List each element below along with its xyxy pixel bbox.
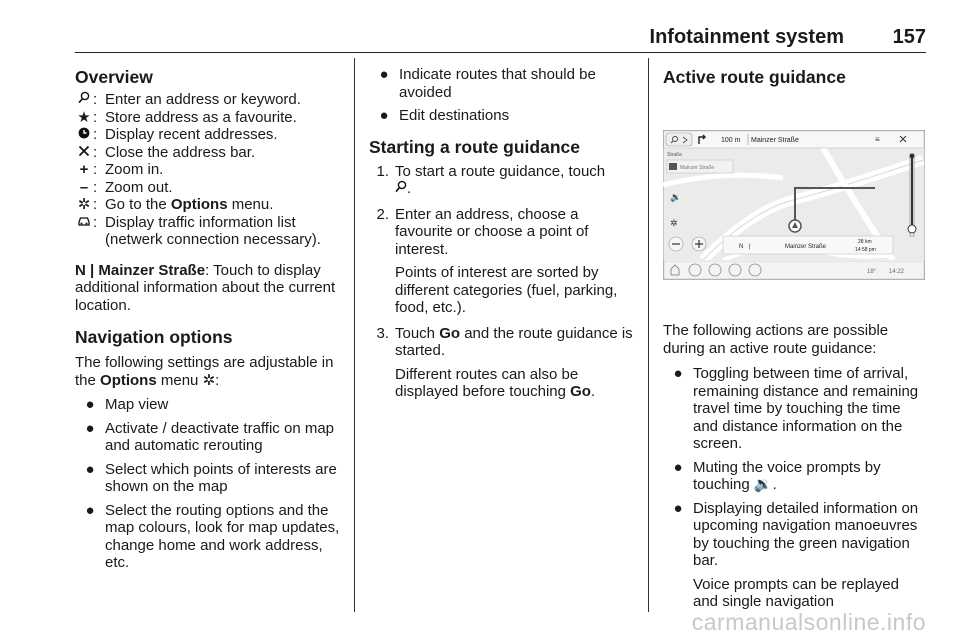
- list-item: ● Activate / deactivate traffic on map and automatic rerouting: [85, 419, 335, 454]
- page-number: 157: [892, 26, 926, 48]
- step-1: 1. To start a route guidance, touch .: [376, 162, 606, 197]
- zoom-in-icon: +: [79, 161, 89, 178]
- traffic-icon: [75, 214, 93, 249]
- starting-route-guidance-heading: Starting a route guidance: [369, 136, 580, 157]
- legend-row-close: : Close the address bar.: [75, 144, 345, 162]
- location-paragraph: N | Mainzer Straße: Touch to display additional information about the current location.: [75, 261, 336, 314]
- step-3: 3. Touch Go and the route guidance is started. Different routes can also be displayed before touching Go.: [376, 324, 633, 400]
- overview-heading: Overview: [75, 67, 153, 87]
- list-item: ● Select the routing options and the map colours, look for map updates, change home and work address, etc.: [85, 501, 340, 571]
- gear-icon: ✲: [202, 371, 216, 389]
- remaining-distance: 28 km: [858, 239, 872, 245]
- legend-row-options: ✲ : Go to the Options menu.: [75, 196, 345, 214]
- list-item: ● Edit destinations: [379, 107, 510, 124]
- legend-row-traffic: : Display traffic information list (netwerk connection necessary).: [75, 214, 345, 249]
- volume-icon: 🔉: [670, 192, 682, 202]
- gear-icon: ✲: [670, 218, 678, 228]
- list-item: ● Map view: [85, 396, 169, 413]
- actions-intro: The following actions are possible during an active route guidance:: [663, 322, 889, 357]
- bottom-direction: N: [739, 244, 744, 250]
- page-title: Infotainment system: [649, 26, 844, 48]
- menu-icon: ≡: [875, 135, 880, 144]
- bottom-street: Mainzer Straße: [785, 244, 827, 250]
- list-item: ● Indicate routes that should be avoided: [379, 66, 596, 101]
- search-icon: [666, 133, 692, 146]
- legend-row-recent: : Display recent addresses.: [75, 126, 345, 144]
- close-icon: [75, 144, 93, 162]
- column-1: [75, 58, 345, 572]
- traffic-icon: [669, 163, 677, 170]
- list-item: ● Muting the voice prompts by touching 🔉.: [673, 458, 881, 493]
- legend-row-star: ★ : Store address as a favourite.: [75, 109, 345, 127]
- distance-readout: 100 m: [721, 137, 741, 144]
- list-item: ● Displaying detailed information on upcoming navigation manoeuvres by touching the green navigation bar. Voice prompts can be replayed and single navigation: [673, 499, 919, 610]
- zoom-out-icon: –: [79, 178, 89, 196]
- volume-icon: 🔉: [753, 476, 773, 493]
- column-2: [369, 58, 634, 401]
- list-item: ● Select which points of interests are shown on the map: [85, 460, 337, 495]
- svg-text:|: |: [749, 244, 751, 250]
- column-3-body: [663, 322, 928, 611]
- arrival-time: 14:58 pm: [855, 247, 876, 253]
- navigation-options-heading: Navigation options: [75, 327, 233, 347]
- search-icon: [75, 91, 93, 109]
- column-divider-2: [648, 58, 649, 612]
- street-name: Mainzer Straße: [751, 137, 799, 144]
- watermark: carmanualsonline.info: [691, 609, 926, 635]
- search-icon: [395, 180, 407, 197]
- active-route-guidance-heading: Active route guidance: [663, 67, 846, 87]
- step-2: 2. Enter an address, choose a favourite or choose a point of interest. Points of interest are sorted by different categories (fuel, parking, food, etc.).: [376, 205, 618, 316]
- small-street-label: Mainzer Straße: [680, 165, 715, 171]
- clock: 14:22: [889, 269, 905, 275]
- temperature: 18°: [867, 269, 877, 275]
- legend-row-zoom-in: + : Zoom in.: [75, 161, 345, 179]
- recent-icon: [75, 126, 93, 144]
- page-header: [75, 22, 926, 53]
- column-3: [663, 58, 928, 88]
- legend-row-search: : Enter an address or keyword.: [75, 91, 345, 109]
- side-street-label: Straße: [667, 152, 683, 158]
- column-divider-1: [354, 58, 355, 612]
- star-icon: ★: [77, 108, 91, 126]
- options-list: [75, 396, 345, 572]
- navigation-screenshot: [663, 130, 925, 280]
- gear-icon: ✲: [77, 196, 91, 213]
- settings-intro: The following settings are adjustable in the Options menu ✲:: [75, 354, 334, 389]
- legend-row-zoom-out: – : Zoom out.: [75, 179, 345, 197]
- list-item: ● Toggling between time of arrival, remaining distance and remaining travel time by touching the time and distance information on the screen.: [673, 365, 919, 452]
